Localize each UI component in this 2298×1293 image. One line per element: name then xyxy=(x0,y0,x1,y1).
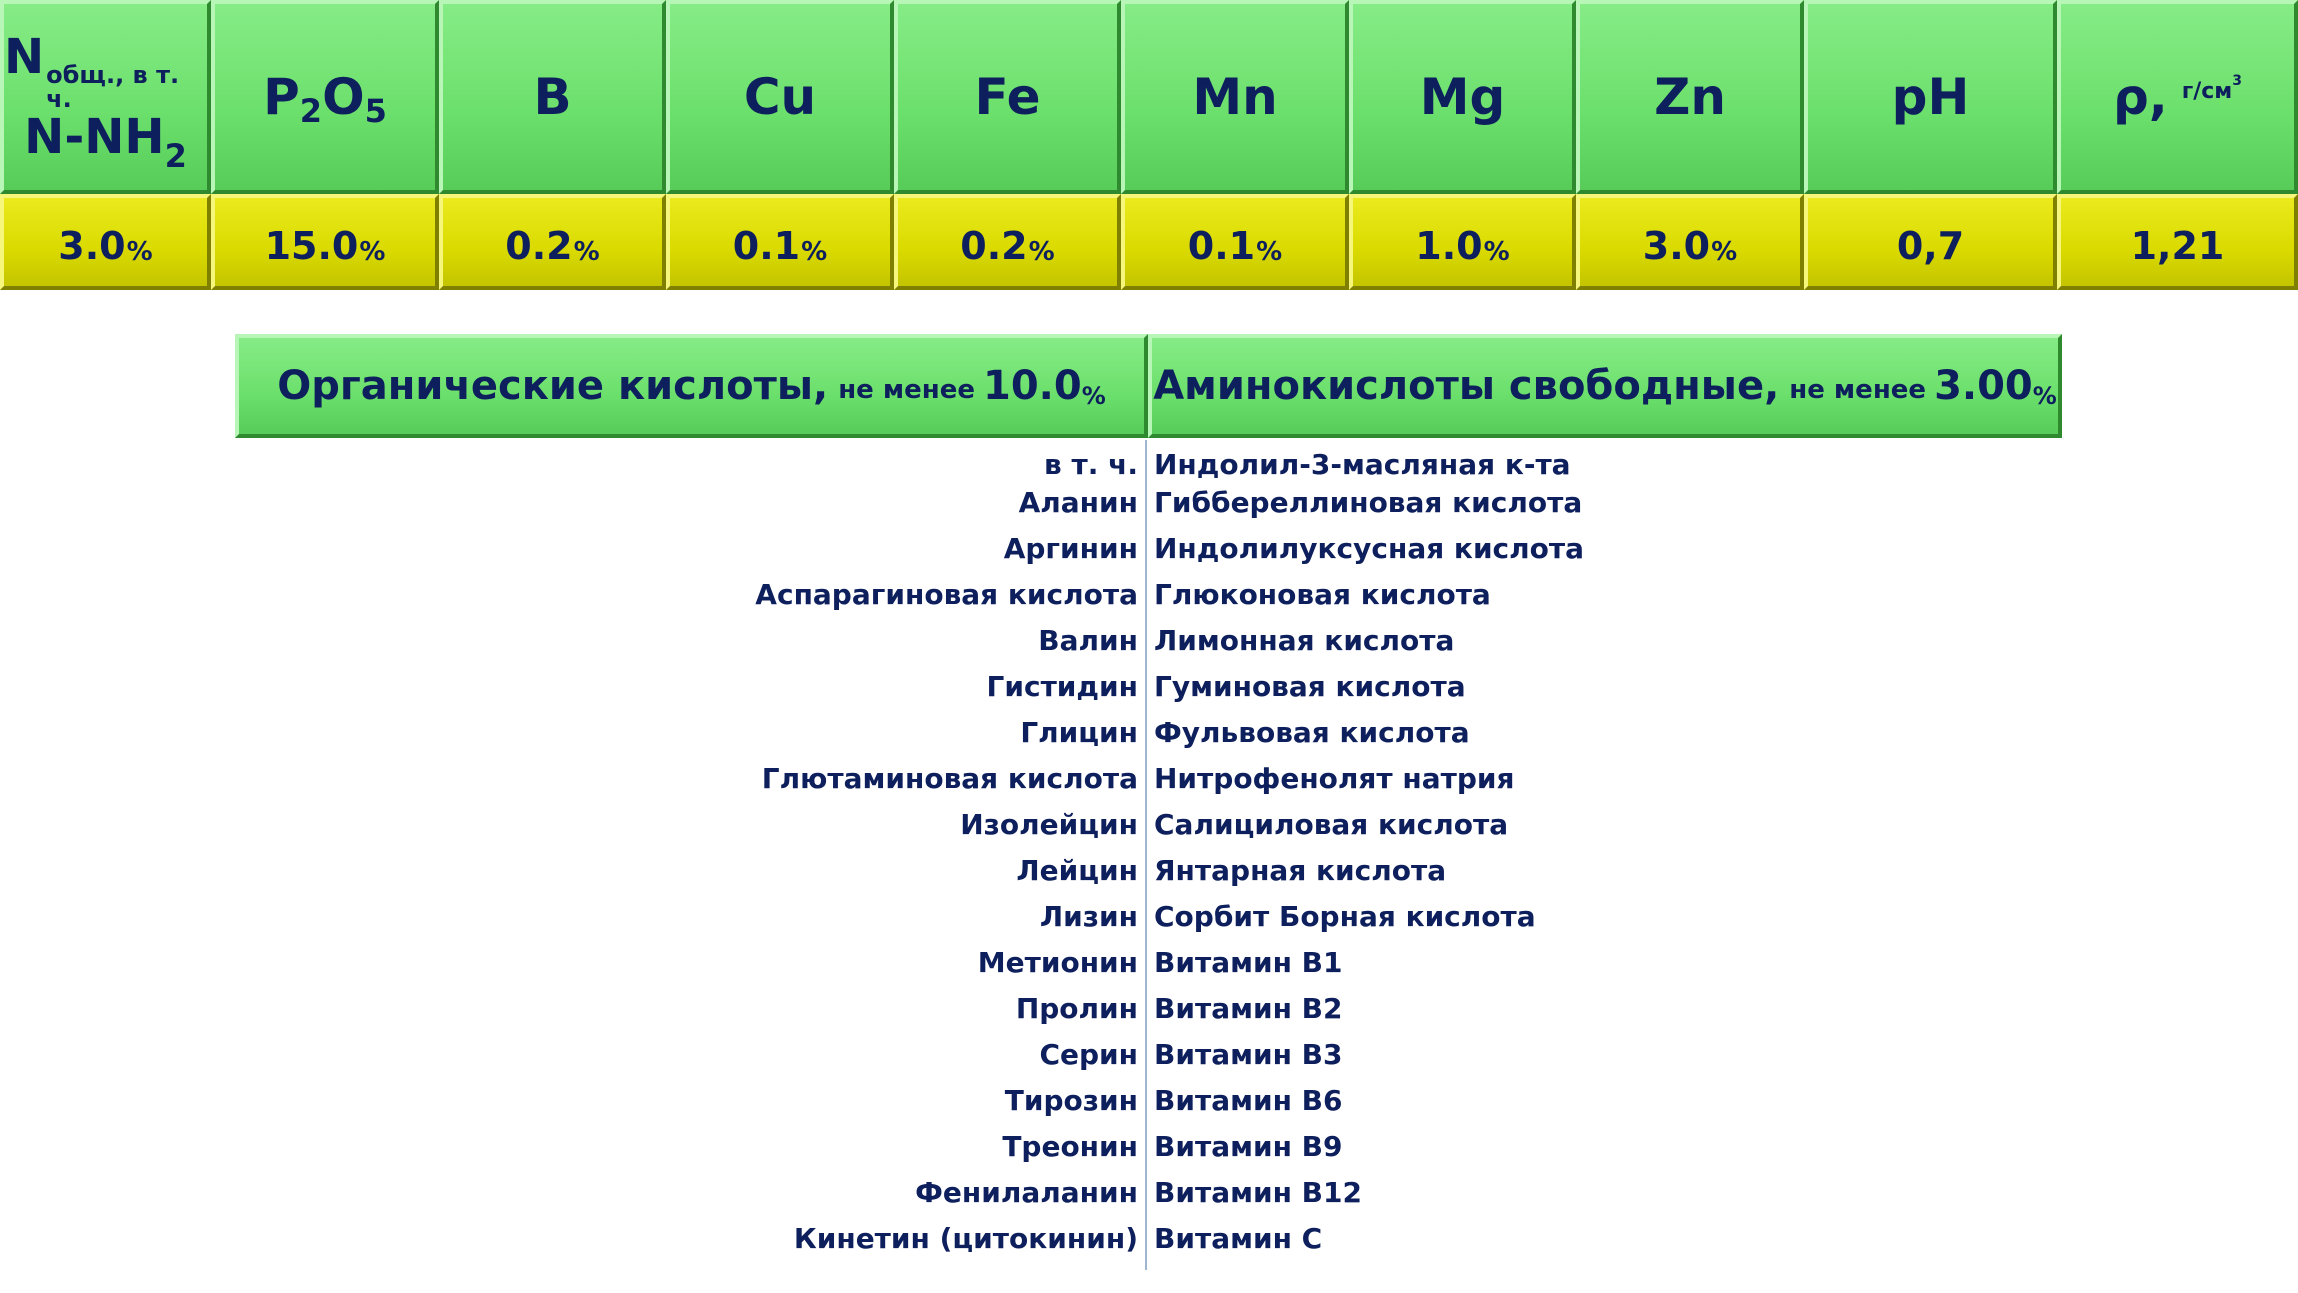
value-mg xyxy=(1349,194,1576,290)
list-item: Гиббереллиновая кислота xyxy=(1154,486,1583,519)
n-qualifier: общ., в т. ч. xyxy=(46,61,180,113)
list-item: Фенилаланин xyxy=(915,1176,1138,1209)
percent-unit: % xyxy=(2032,382,2057,410)
list-item: Витамин В2 xyxy=(1154,992,1343,1025)
rho-symbol: ρ, xyxy=(2112,68,2168,126)
percent-unit: % xyxy=(573,237,600,267)
list-item: Треонин xyxy=(1002,1130,1138,1163)
organic-acids-value: 10.0 xyxy=(982,363,1082,409)
n-symbol: N xyxy=(4,29,45,85)
list-item: Глютаминовая кислота xyxy=(761,762,1138,795)
list-item: Гистидин xyxy=(986,670,1138,703)
list-item: Витамин С xyxy=(1154,1222,1323,1255)
o-symbol: O xyxy=(322,68,365,126)
list-item: Нитрофенолят натрия xyxy=(1154,762,1515,795)
value-density: 1,21 xyxy=(2057,194,2298,290)
percent-unit: % xyxy=(126,237,153,267)
value-cu xyxy=(666,194,894,290)
value-fe-number: 0.2 xyxy=(960,224,1028,268)
n-nh-symbol: N-NH xyxy=(24,109,165,165)
percent-unit: % xyxy=(359,237,386,267)
list-item: Аргинин xyxy=(1003,532,1138,565)
percent-unit: % xyxy=(801,237,828,267)
list-divider xyxy=(1145,440,1147,1270)
value-ph: 0,7 xyxy=(1804,194,2057,290)
list-item: Индолилуксусная кислота xyxy=(1154,532,1585,565)
header-b: B xyxy=(439,0,666,194)
header-cu: Cu xyxy=(666,0,894,194)
composition-table xyxy=(0,0,2298,290)
header-mg: Mg xyxy=(1349,0,1576,194)
list-item: Салициловая кислота xyxy=(1154,808,1509,841)
list-item: Витамин В12 xyxy=(1154,1176,1362,1209)
list-item: Валин xyxy=(1038,624,1138,657)
value-p-number: 15.0 xyxy=(264,224,359,268)
list-item: Тирозин xyxy=(1004,1084,1138,1117)
value-fe xyxy=(894,194,1121,290)
rho-unit-sup: 3 xyxy=(2232,73,2243,89)
amino-acids-value: 3.00 xyxy=(1934,363,2033,409)
amino-acids-qualifier: не менее xyxy=(1789,375,1927,405)
list-item: Витамин В3 xyxy=(1154,1038,1343,1071)
value-mn-number: 0.1 xyxy=(1187,224,1256,268)
acids-header-row xyxy=(235,334,2062,438)
list-item: Гуминовая кислота xyxy=(1154,670,1466,703)
header-n-total xyxy=(0,0,211,194)
header-density xyxy=(2057,0,2298,194)
list-item: Фульвовая кислота xyxy=(1154,716,1470,749)
amino-acids-title: Аминокислоты свободные, xyxy=(1153,363,1780,409)
list-item: Витамин В9 xyxy=(1154,1130,1343,1163)
list-item: Серин xyxy=(1039,1038,1138,1071)
organic-acids-qualifier: не менее xyxy=(838,375,975,405)
list-item: Лейцин xyxy=(1016,854,1138,887)
list-item: Глицин xyxy=(1020,716,1138,749)
list-item: Аланин xyxy=(1018,486,1138,519)
header-zn: Zn xyxy=(1576,0,1804,194)
header-ph: pH xyxy=(1804,0,2057,194)
value-n-number: 3.0 xyxy=(58,224,126,268)
p-subscript: 2 xyxy=(299,92,323,130)
list-item: Пролин xyxy=(1015,992,1138,1025)
list-item: Метионин xyxy=(977,946,1138,979)
percent-unit: % xyxy=(1483,237,1510,267)
values-row xyxy=(0,194,2298,290)
value-b xyxy=(439,194,666,290)
percent-unit: % xyxy=(1028,237,1055,267)
value-zn-number: 3.0 xyxy=(1642,224,1711,268)
list-item: Сорбит Борная кислота xyxy=(1154,900,1536,933)
list-item: Индолил-3-масляная к-та xyxy=(1154,448,1571,481)
value-cu-number: 0.1 xyxy=(732,224,801,268)
value-p2o5 xyxy=(211,194,439,290)
list-item: Кинетин (цитокинин) xyxy=(793,1222,1138,1255)
value-mg-number: 1.0 xyxy=(1415,224,1483,268)
list-item: Лимонная кислота xyxy=(1154,624,1455,657)
header-p2o5 xyxy=(211,0,439,194)
value-mn xyxy=(1121,194,1349,290)
percent-unit: % xyxy=(1711,237,1738,267)
list-item: Янтарная кислота xyxy=(1154,854,1447,887)
list-item: Лизин xyxy=(1039,900,1138,933)
value-b-number: 0.2 xyxy=(505,224,573,268)
list-item: Глюконовая кислота xyxy=(1154,578,1491,611)
list-item: Изолейцин xyxy=(960,808,1138,841)
o-subscript: 5 xyxy=(364,92,387,130)
header-row xyxy=(0,0,2298,194)
amino-acids-header xyxy=(1148,334,2062,438)
header-mn: Mn xyxy=(1121,0,1349,194)
n-nh-subscript: 2 xyxy=(164,137,187,175)
organic-acids-title: Органические кислоты, xyxy=(277,363,829,409)
list-item: в т. ч. xyxy=(1044,448,1138,481)
value-n xyxy=(0,194,211,290)
value-zn xyxy=(1576,194,1804,290)
rho-unit: г/см xyxy=(2181,78,2233,104)
percent-unit: % xyxy=(1081,382,1106,410)
organic-acids-header xyxy=(235,334,1148,438)
percent-unit: % xyxy=(1256,237,1283,267)
list-item: Аспарагиновая кислота xyxy=(755,578,1138,611)
list-item: Витамин В1 xyxy=(1154,946,1343,979)
header-fe: Fe xyxy=(894,0,1121,194)
list-item: Витамин В6 xyxy=(1154,1084,1343,1117)
p-symbol: P xyxy=(263,68,300,126)
